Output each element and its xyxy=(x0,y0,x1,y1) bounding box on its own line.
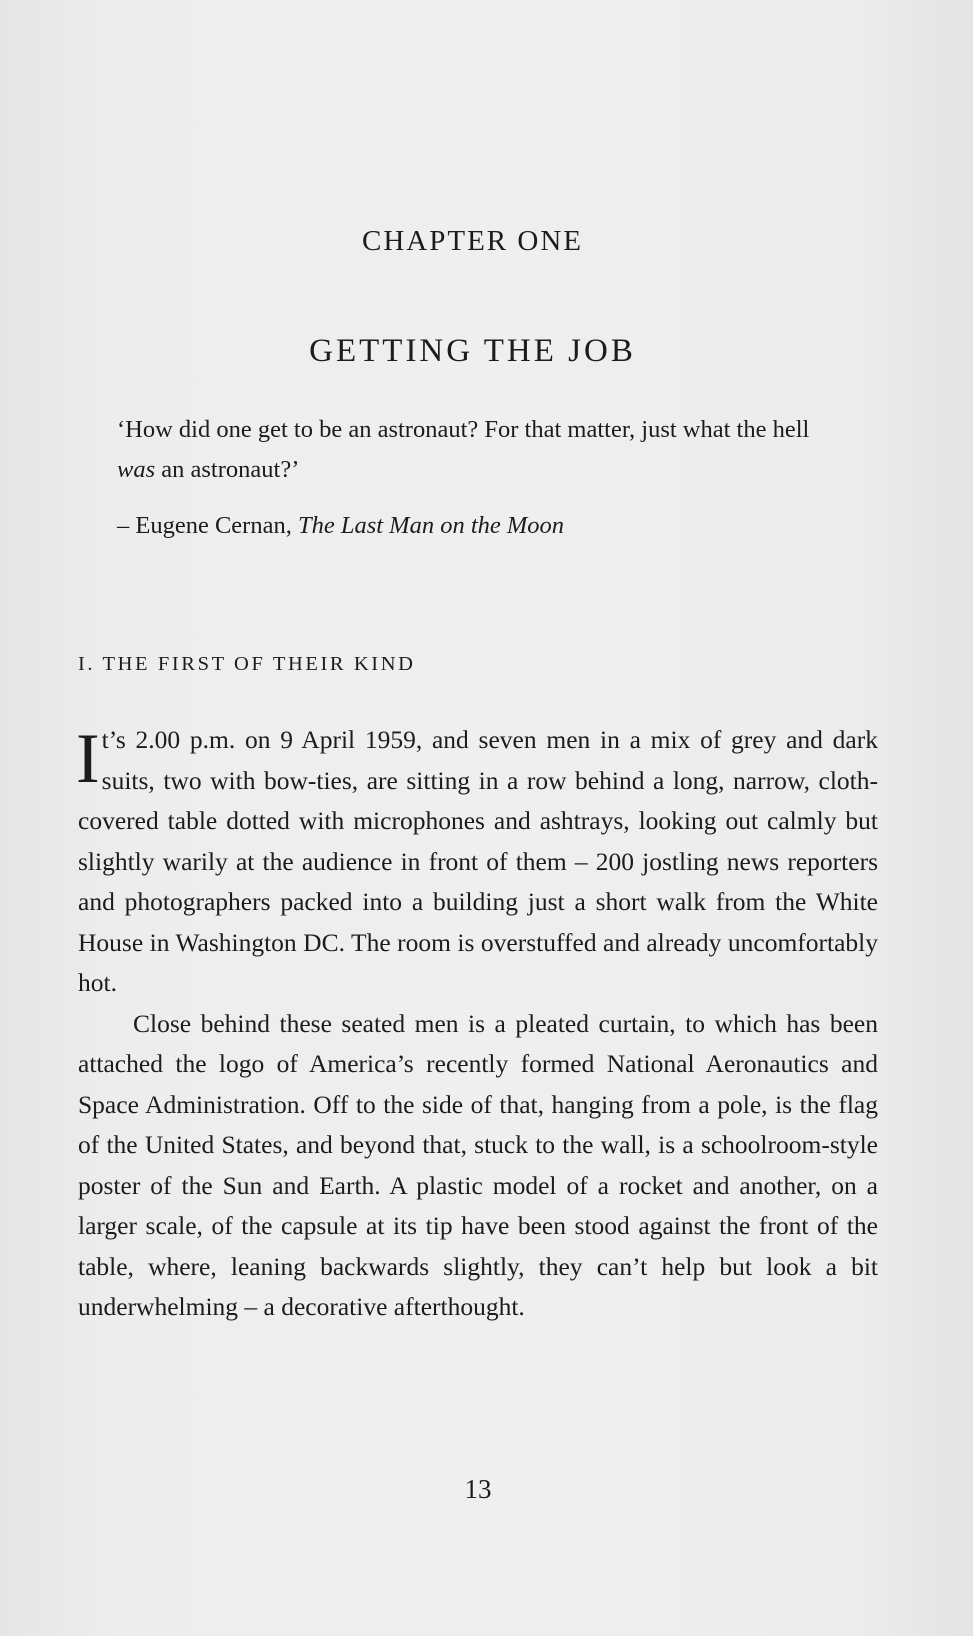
epigraph-author: – Eugene Cernan, xyxy=(117,512,298,539)
chapter-label: CHAPTER ONE xyxy=(362,225,583,257)
paragraph-1-text: t’s 2.00 p.m. on 9 April 1959, and seven men in a mix of grey and dark suits, two with bow-ties, are sitting in a row behind a long, narrow, cloth-covered table dotted with microphones and ashtrays, looking out calmly but slightly warily at the audience in front of them – 200 jostling news reporters and photographers packed into a building just a short walk from the White House in Washington DC. The room is overstuffed and already uncomfortably hot. xyxy=(78,725,878,997)
chapter-title: GETTING THE JOB xyxy=(309,333,636,369)
epigraph-attribution xyxy=(117,506,847,546)
epigraph-quote-start: ‘How did one get to be an astronaut? For that matter, just what the hell xyxy=(117,416,810,443)
epigraph-work-title: The Last Man on the Moon xyxy=(297,512,565,539)
paragraph-1 xyxy=(78,720,878,1004)
section-heading: I. THE FIRST OF THEIR KIND xyxy=(78,653,416,675)
epigraph-quote-emphasis: was xyxy=(117,456,156,483)
page-number: 13 xyxy=(464,1474,492,1504)
epigraph-quote xyxy=(117,410,847,490)
drop-cap: I xyxy=(76,720,100,798)
epigraph-quote-end: an astronaut?’ xyxy=(155,456,300,483)
body-text xyxy=(78,720,878,1328)
paragraph-2: Close behind these seated men is a pleated curtain, to which has been attached the logo of America’s recently formed National Aeronautics and Space Administration. Off to the side of that, hanging from a pole, is the flag of the United States, and beyond that, stuck to the wall, is a schoolroom-style poster of the Sun and Earth. A plastic model of a rocket and another, on a larger scale, of the capsule at its tip have been stood against the front of the table, where, leaning backwards slightly, they can’t help but look a bit underwhelming – a decorative afterthought. xyxy=(78,1008,878,1321)
